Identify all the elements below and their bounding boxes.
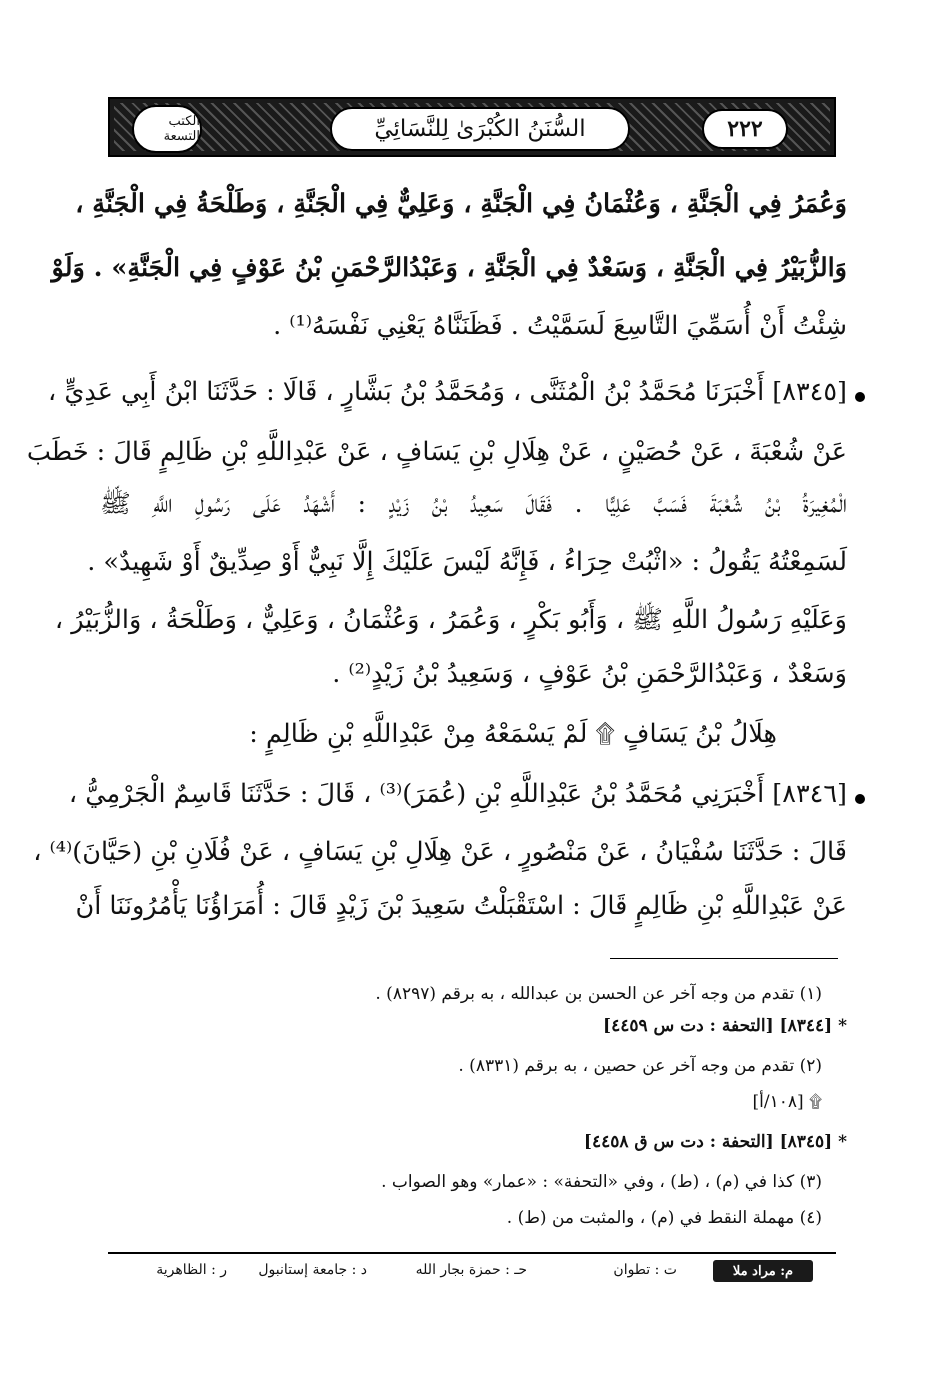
chapter-heading: هِلَالُ بْنُ يَسَافٍ ۩ لَمْ يَسْمَعْهُ مِنْ عَبْدِاللَّهِ بْنِ ظَالِمٍ : (249, 719, 777, 749)
footnote-ref: * [٨٣٤٥] [التحفة : دت س ق ٤٤٥٨] (583, 1132, 847, 1152)
logo-icon: الكتب التسعة (163, 114, 200, 144)
hadith-bullet (855, 794, 865, 804)
text-line: لَسَمِعْتُهُ يَقُولُ : «اثْبُتْ حِرَاءُ ، فَإِنَّهُ لَيْسَ عَلَيْكَ إِلَّا نَبِيٌّ أَوْ صِدِّيقٌ أَوْ شَهِيدٌ» . (87, 547, 847, 577)
footnote-folio: ۩ [١٠٨/أ] (752, 1092, 822, 1112)
footnote: (١) تقدم من وجه آخر عن الحسن بن عبدالله ، به برقم (٨٢٩٧) . (375, 984, 822, 1004)
footnote: (٣) كذا في (م) ، (ط) ، وفي «التحفة» : «عمار» وهو الصواب . (381, 1172, 822, 1192)
text-line: وَالزُّبَيْرُ فِي الْجَنَّةِ ، وَسَعْدٌ فِي الْجَنَّةِ ، وَعَبْدُالرَّحْمَنِ بْنُ عَوْفٍ فِي الْجَنَّةِ» . وَلَوْ (51, 253, 847, 283)
text-line: وَعُمَرُ فِي الْجَنَّةِ ، وَعُثْمَانُ فِي الْجَنَّةِ ، وَعَلِيٌّ فِي الْجَنَّةِ ، وَطَلْحَةُ فِي الْجَنَّةِ ، (75, 189, 847, 219)
footnote-separator (610, 958, 838, 959)
text-line: شِئْتُ أَنْ أُسَمِّيَ التَّاسِعَ لَسَمَّيْتُ . فَظَنَنَّاهُ يَعْنِي نَفْسَهُ⁽¹⁾ . (273, 311, 847, 341)
text-line: الْمُغِيرَةُ بْنُ شُعْبَةَ فَسَبَّ عَلِيًّا . فَقَالَ سَعِيدُ بْنُ زَيْدٍ : أَشْهَدُ عَلَى رَسُولِ اللَّهِ ﷺ (100, 489, 847, 519)
footer-separator (108, 1252, 836, 1254)
manuscript-siglum: ر : الظاهرية (156, 1262, 227, 1278)
text-line: [٨٣٤٥] أَخْبَرَنَا مُحَمَّدُ بْنُ الْمُثَنَّى ، وَمُحَمَّدُ بْنُ بَشَّارٍ ، قَالَا : حَدَّثَنَا ابْنُ أَبِي عَدِيٍّ ، (48, 377, 847, 407)
hadith-bullet (855, 392, 865, 402)
text-line: عَنْ شُعْبَةَ ، عَنْ حُصَيْنٍ ، عَنْ هِلَالِ بْنِ يَسَافٍ ، عَنْ عَبْدِاللَّهِ بْنِ ظَالِمٍ قَالَ : خَطَبَ (26, 437, 847, 467)
manuscript-siglum: د : جامعة إستانبول (258, 1262, 367, 1278)
title-cartouche (330, 107, 630, 151)
manuscript-siglum: حـ : حمزة بجار الله (415, 1262, 527, 1278)
page-header (108, 97, 836, 157)
footnote-ref: * [٨٣٤٤] [التحفة : دت س ٤٤٥٩] (603, 1016, 847, 1036)
logo-cartouche (132, 105, 202, 153)
manuscript-siglum: ت : تطوان (613, 1262, 677, 1278)
text-line: وَسَعْدٌ ، وَعَبْدُالرَّحْمَنِ بْنُ عَوْفٍ ، وَسَعِيدُ بْنُ زَيْدٍ⁽²⁾ . (332, 659, 847, 689)
page-number-cartouche (702, 109, 788, 149)
text-line: قَالَ : حَدَّثَنَا سُفْيَانُ ، عَنْ مَنْصُورٍ ، عَنْ هِلَالِ بْنِ يَسَافٍ ، عَنْ فُلَانِ بْنِ (حَيَّانَ)⁽⁴⁾ ، (33, 837, 847, 867)
footnote: (٢) تقدم من وجه آخر عن حصين ، به برقم (٨٣٣١) . (458, 1056, 822, 1076)
page-number: ٢٢٢ (727, 116, 763, 142)
text-line: وَعَلَيْهِ رَسُولُ اللَّهِ ﷺ ، وَأَبُو بَكْرٍ ، وَعُمَرُ ، وَعُثْمَانُ ، وَعَلِيٌّ ، وَطَلْحَةُ ، وَالزُّبَيْرُ ، (54, 605, 847, 635)
footnote: (٤) مهملة النقط في (م) ، والمثبت من (ط) . (506, 1208, 822, 1228)
manuscript-badge: م: مراد ملا (713, 1260, 813, 1282)
book-title: السُّنَنُ الكُبْرَىٰ لِلنَّسَائِيِّ (374, 116, 586, 142)
text-line: [٨٣٤٦] أَخْبَرَنِي مُحَمَّدُ بْنُ عَبْدِاللَّهِ بْنِ (عُمَرَ)⁽³⁾ ، قَالَ : حَدَّثَنَا قَاسِمٌ الْجَرْمِيُّ ، (68, 779, 847, 809)
text-line: عَنْ عَبْدِاللَّهِ بْنِ ظَالِمٍ قَالَ : اسْتَقْبَلْتُ سَعِيدَ بْنَ زَيْدٍ قَالَ : أُمَرَاؤُنَا يَأْمُرُونَنَا أَنْ (75, 891, 847, 921)
